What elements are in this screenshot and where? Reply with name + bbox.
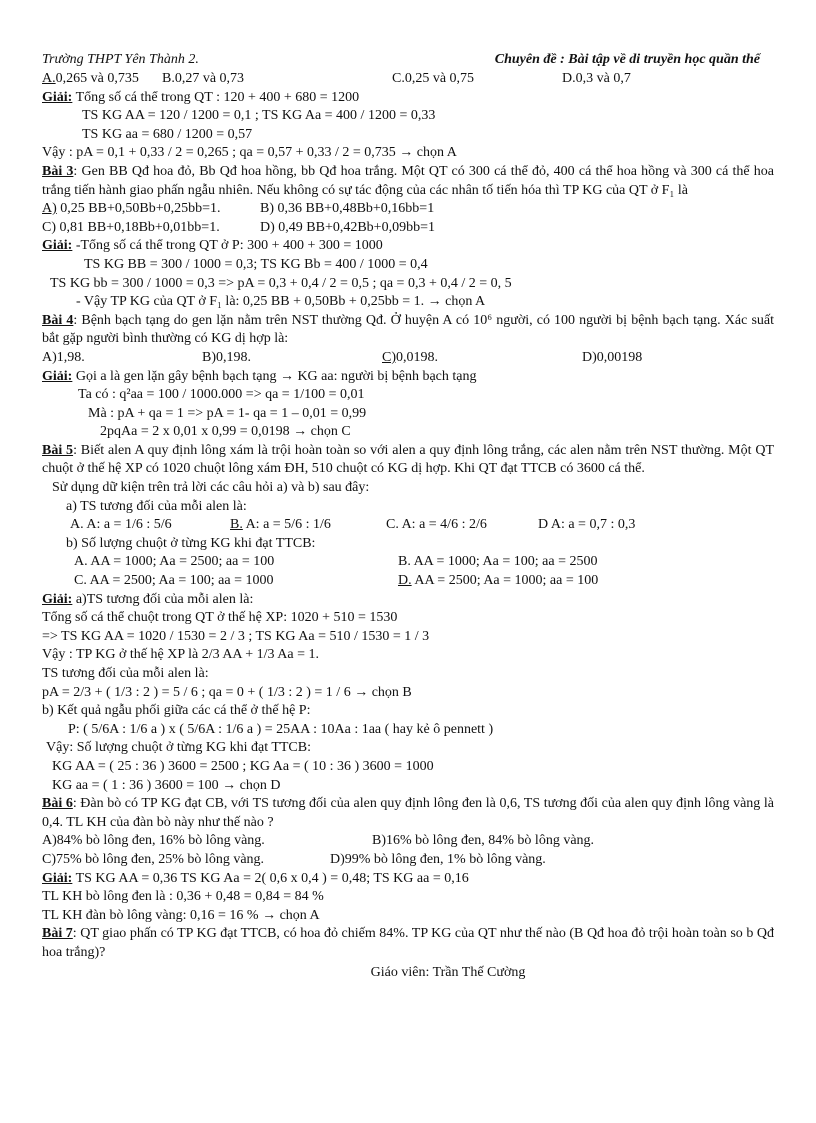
- solution-line: TS KG aa = 680 / 1200 = 0,57: [82, 126, 253, 142]
- answer-options: C)75% bò lông đen, 25% bò lông vàng. D)99% bò lông đen, 1% bò lông vàng.: [42, 851, 546, 867]
- solution-line: Vậy : TP KG ở thế hệ XP là 2/3 AA + 1/3 Aa = 1.: [42, 647, 319, 663]
- solution-line: Tổng số cá thể chuột trong QT ở thế hệ XP: 1020 + 510 = 1530: [42, 610, 398, 626]
- document-page: [42, 50, 774, 981]
- solution-line: Ta có : q²aa = 100 / 1000.000 => qa = 1/100 = 0,01: [78, 387, 365, 403]
- problem-4: Bài 4: Bệnh bạch tạng do gen lặn nằm trên NST thường Qđ. Ở huyện A có 10⁶ người, có 100 người bị bệnh bạch tạng. Xác suất bắt gặp người bình thường có KG dị hợp là:: [42, 312, 775, 347]
- problem-6: Bài 6: Đàn bò có TP KG đạt CB, với TS tương đối của alen quy định lông đen là 0,6, TS tương đối của alen quy định lông vàng là 0,4. TL KH của đàn bò này như thế nào ?: [42, 796, 775, 830]
- topic-title: Chuyên đề : Bài tập về di truyền học quần thể: [494, 52, 760, 67]
- problem-3: Bài 3: Gen BB Qđ hoa đỏ, Bb Qđ hoa hồng, bb Qđ hoa trắng. Một QT có 300 cá thể đỏ, 400 cá thể hoa hồng và 300 cá thể hoa trắng tiến hành giao phấn ngẫu nhiên. Nếu không có sự tác động của các nhân tố tiến hóa thì TP KG của QT ở F₁ là: [42, 163, 774, 198]
- question-intro: Sử dụng dữ kiện trên trả lời các câu hỏi a) và b) sau đây:: [52, 480, 370, 496]
- solution-line: TS KG bb = 300 / 1000 = 0,3 => pA = 0,3 + 0,4 / 2 = 0,5 ; qa = 0,3 + 0,4 / 2 = 0, 5: [50, 275, 512, 291]
- solution-line: Vậy : pA = 0,1 + 0,33 / 2 = 0,265 ; qa = 0,57 + 0,33 / 2 = 0,735 → chọn A: [42, 145, 457, 161]
- problem-7: Bài 7: QT giao phấn có TP KG đạt TTCB, có hoa đỏ chiếm 84%. TP KG của QT như thế nào (B Qđ hoa đỏ trội hoàn toàn so b Qđ hoa trắng)?: [42, 926, 774, 960]
- answer-options: A) 0,25 BB+0,50Bb+0,25bb=1. B) 0,36 BB+0,48Bb+0,16bb=1: [42, 201, 435, 217]
- answer-options: A. AA = 1000; Aa = 2500; aa = 100 B. AA = 1000; Aa = 100; aa = 2500: [74, 554, 598, 570]
- option-b: B.0,27 và 0,73: [162, 71, 245, 86]
- answer-options: [42, 70, 774, 89]
- solution-line: b) Kết quả ngẫu phối giữa các cá thể ở thế hệ P:: [42, 703, 311, 719]
- teacher-signature: Giáo viên: Trần Thế Cường: [370, 964, 526, 980]
- problem-5: Bài 5: Biết alen A quy định lông xám là trội hoàn toàn so với alen a quy định lông trắng, các alen nằm trên NST thường. Một QT chuột ở thế hệ XP có 1020 chuột lông xám ĐH, 510 chuột có KG dị hợp. Khi QT đạt TTCB có 3600 cá thể.: [42, 442, 774, 477]
- question-a: a) TS tương đối của mỗi alen là:: [66, 498, 247, 514]
- solution-line: Giải: TS KG AA = 0,36 TS KG Aa = 2( 0,6 x 0,4 ) = 0,48; TS KG aa = 0,16: [42, 870, 469, 886]
- solution-line: Giải: Gọi a là gen lặn gây bệnh bạch tạng → KG aa: người bị bệnh bạch tạng: [42, 368, 477, 384]
- solution-line: TS KG AA = 120 / 1200 = 0,1 ; TS KG Aa = 400 / 1200 = 0,33: [82, 108, 436, 124]
- solution-line: P: ( 5/6A : 1/6 a ) x ( 5/6A : 1/6 a ) = 25AA : 10Aa : 1aa ( hay kẻ ô pennett ): [68, 721, 494, 737]
- option-a: A.0,265 và 0,735: [42, 71, 139, 86]
- page-header: [42, 50, 774, 70]
- answer-options: A. A: a = 1/6 : 5/6 B. A: a = 5/6 : 1/6 C. A: a = 4/6 : 2/6 D A: a = 0,7 : 0,3: [70, 517, 636, 533]
- option-c: C.0,25 và 0,75: [392, 71, 475, 86]
- solution-line: Giải: a)TS tương đối của mỗi alen là:: [42, 591, 254, 607]
- solution-line: TL KH đàn bò lông vàng: 0,16 = 16 % → chọn A: [42, 907, 320, 923]
- solution-line: 2pqAa = 2 x 0,01 x 0,99 = 0,0198 → chọn C: [100, 424, 351, 440]
- solution-line: TS tương đối của mỗi alen là:: [42, 666, 209, 681]
- solution-line: Giải: -Tổng số cá thể trong QT ở P: 300 + 400 + 300 = 1000: [42, 238, 383, 254]
- solution-line: Mà : pA + qa = 1 => pA = 1- qa = 1 – 0,01 = 0,99: [88, 405, 367, 421]
- solution-line: KG AA = ( 25 : 36 ) 3600 = 2500 ; KG Aa = ( 10 : 36 ) 3600 = 1000: [52, 758, 434, 774]
- solution-line: TS KG BB = 300 / 1000 = 0,3; TS KG Bb = 400 / 1000 = 0,4: [84, 256, 428, 272]
- solution-line: Vậy: Số lượng chuột ở từng KG khi đạt TTCB:: [46, 740, 311, 756]
- option-d: D.0,3 và 0,7: [562, 71, 631, 86]
- answer-options: C. AA = 2500; Aa = 100; aa = 1000 D. AA = 2500; Aa = 1000; aa = 100: [74, 573, 599, 589]
- school-name: Trường THPT Yên Thành 2.: [42, 52, 199, 67]
- answer-options: A)84% bò lông đen, 16% bò lông vàng. B)16% bò lông đen, 84% bò lông vàng.: [42, 833, 595, 849]
- solution-line: TL KH bò lông đen là : 0,36 + 0,48 = 0,84 = 84 %: [42, 889, 324, 905]
- solution-line: Giải: Tổng số cá thể trong QT : 120 + 400 + 680 = 1200: [42, 89, 360, 105]
- solution-line: => TS KG AA = 1020 / 1530 = 2 / 3 ; TS KG Aa = 510 / 1530 = 1 / 3: [42, 628, 430, 644]
- question-b: b) Số lượng chuột ở từng KG khi đạt TTCB:: [66, 535, 316, 551]
- solution-line: pA = 2/3 + ( 1/3 : 2 ) = 5 / 6 ; qa = 0 + ( 1/3 : 2 ) = 1 / 6 → chọn B: [42, 684, 412, 700]
- answer-options: A)1,98. B)0,198. C)0,0198. D)0,00198: [42, 349, 643, 365]
- solution-line: - Vậy TP KG của QT ở F₁ là: 0,25 BB + 0,50Bb + 0,25bb = 1. → chọn A: [76, 294, 486, 310]
- solution-line: KG aa = ( 1 : 36 ) 3600 = 100 → chọn D: [52, 777, 281, 793]
- answer-options: C) 0,81 BB+0,18Bb+0,01bb=1. D) 0,49 BB+0,42Bb+0,09bb=1: [42, 219, 435, 235]
